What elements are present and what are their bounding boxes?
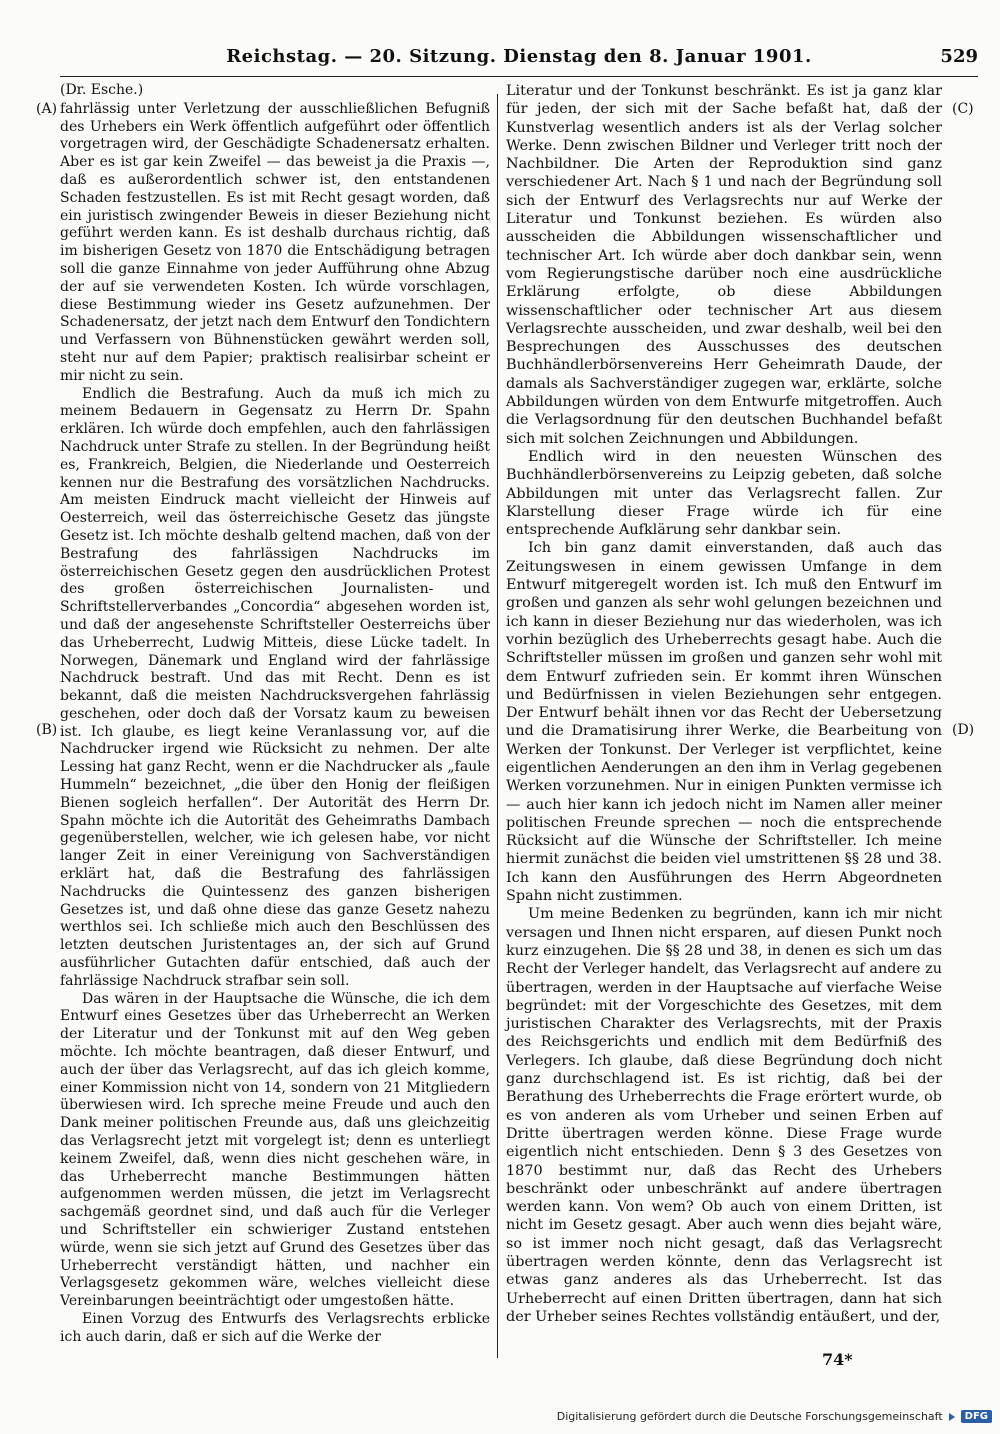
paragraph: Ich bin ganz damit einverstanden, daß auch das Zeitungswesen in einem gewissen Umfange in dem Entwurf mitgeregelt worden ist. Ich muß den Entwurf im großen und ganzen als sehr wohl gelungen bezeichnen und ich kann in dieser Beziehung nur das wiederholen, was ich vorhin bezüglich des Urheberrechts gesagt habe. Auch die Schriftsteller müssen im großen und ganzen sehr wohl mit dem Entwurf zufrieden sein. Er kommt ihren Wünschen und Bedürfnissen in vielen Beziehungen sehr entgegen. Der Entwurf behält ihnen vor das Recht der Uebersetzung und die Dramatisirung ihrer Werke, die Bearbeitung von Werken der Tonkunst. Der Verleger ist verpflichtet, keine eigentlichen Aenderungen an den ihm in Verlag gegebenen Werken vorzunehmen. Nur in einigen Punkten vermisse ich — auch hier kann ich jedoch nicht im Namen aller meiner politischen Freunde sprechen — noch die entsprechende Rücksicht auf die Wünsche der Schriftsteller. Ich meine hiermit zunächst die beiden viel umstrittenen §§ 28 und 38. Ich kann den Ausführungen des Herrn Abgeordneten Spahn nicht zustimmen. — [506, 540, 942, 905]
paragraph: fahrlässig unter Verletzung der ausschließlichen Befugniß des Urhebers ein Werk öffentlich aufgeführt oder öffentlich vorgetragen wird, der Geschädigte Schadenersatz erhalten. Aber es ist gar kein Zweifel — das beweist ja die Praxis —, daß es außerordentlich schwer ist, den entstandenen Schaden festzustellen. Es ist mit Recht gesagt worden, daß ein juristisch zwingender Beweis in dieser Beziehung nicht geführt werden kann. Es ist deshalb durchaus richtig, daß im bisherigen Gesetz von 1870 die Entschädigung betragen soll die ganze Einnahme von jeder Aufführung ohne Abzug der auf sie verwendeten Kosten. Ich würde vorschlagen, diese Bestimmung wieder ins Gesetz aufzunehmen. Der Schadenersatz, der jetzt nach dem Entwurf den Tondichtern und Verfassern von Bühnenstücken gewährt werden soll, steht nur auf dem Papier; praktisch realisirbar scheint er mir nicht zu sein. — [60, 100, 490, 384]
page-title: Reichstag. — 20. Sitzung. Dienstag den 8. Januar 1901. — [226, 46, 812, 67]
margin-marker-d: (D) — [952, 722, 975, 738]
paragraph: Das wären in der Hauptsache die Wünsche, die ich dem Entwurf eines Gesetzes über das Urheberrecht an Werken der Literatur und der Tonkunst mit auf den Weg geben möchte. Ich möchte beantragen, daß dieser Entwurf, und auch der über das Verlagsrecht, auf das ich gleich komme, einer Kommission nicht von 14, sondern von 21 Mitgliedern überwiesen wird. Ich spreche meine Freude und auch den Dank meiner politischen Freunde aus, daß uns gleichzeitig das Verlagsrecht jetzt mit vorgelegt ist; denn es unterliegt keinem Zweifel, daß, wenn dies nicht geschehen wäre, in das Urheberrecht manche Bestimmungen hätten aufgenommen werden müssen, die jetzt im Verlagsrecht sachgemäß geordnet sind, und daß auch für die Verleger und Schriftsteller ein schwieriger Zustand entstehen würde, wenn sie sich jetzt auf Grund des Gesetzes über das Urheberrecht verständigt hätten, und nachher ein Verlagsgesetz gekommen wäre, welches vielleicht diese Vereinbarungen beeinträchtigt oder umgestoßen hätte. — [60, 990, 490, 1310]
dfg-logo-icon: DFG — [961, 1410, 992, 1423]
page-header — [60, 42, 978, 76]
header-rule — [60, 76, 978, 77]
margin-marker-b: (B) — [36, 722, 58, 738]
signature-mark: 74* — [822, 1350, 853, 1369]
margin-marker-c: (C) — [952, 101, 974, 117]
page-number: 529 — [940, 46, 978, 67]
left-column — [60, 82, 490, 1347]
paragraph: Um meine Bedenken zu begründen, kann ich mir nicht versagen und Ihnen nicht ersparen, auf diesen Punkt noch kurz einzugehen. Die §§ 28 und 38, in denen es sich um das Recht der Verleger handelt, das Verlagsrecht auf andere zu übertragen, werden in der Hauptsache auf vierfache Weise begründet: mit der Vorgeschichte des Gesetzes, mit dem juristischen Charakter des Verlagsrechts, mit der Praxis des Reichsgerichts und endlich mit dem Bedürfniß des Verlegers. Ich glaube, daß diese Begründung doch nicht ganz durchschlagend ist. Es ist richtig, daß bei der Berathung des Urheberrechts die Frage erörtert wurde, ob es von anderen als vom Urheber und seinen Erben auf Dritte übertragen werden könne. Diese Frage wurde eigentlich nicht entschieden. Denn § 3 des Gesetzes von 1870 bestimmt nur, daß das Recht des Urhebers beschränkt oder unbeschränkt auf andere übertragen werden kann. Von wem? Ob auch von einem Dritten, ist nicht im Gesetz gesagt. Aber auch wenn dies bejaht wäre, so ist immer noch nicht gesagt, daß das Verlagsrecht übertragen werden könnte, denn das Verlagsrecht ist etwas ganz anderes als das Urheberrecht. Ist das Urheberrecht auf einen Dritten übertragen, dann hat sich der Urheber seines Rechtes vollständig entäußert, und der, — [506, 906, 942, 1325]
margin-marker-a: (A) — [36, 101, 58, 117]
footer-text: Digitalisierung gefördert durch die Deutsche Forschungsgemeinschaft — [556, 1410, 943, 1423]
paragraph: Endlich die Bestrafung. Auch da muß ich mich zu meinem Bedauern in Gegensatz zu Herrn Dr. Spahn erklären. Ich würde doch empfehlen, auch den fahrlässigen Nachdruck unter Strafe zu stellen. In der Begründung heißt es, Frankreich, Belgien, die Niederlande und Oesterreich kennen nur die Bestrafung des vorsätzlichen Nachdrucks. Am meisten Eindruck macht vielleicht der Hinweis auf Oesterreich, weil das österreichische Gesetz das jüngste Gesetz ist. Ich möchte deshalb geltend machen, daß von der Bestrafung des fahrlässigen Nachdrucks im österreichischen Gesetz gegen den ausdrücklichen Protest des großen österreichischen Journalisten- und Schriftstellerverbandes „Concordia“ abgesehen worden ist, und daß der angesehenste Schriftsteller Oesterreichs über das Urheberrecht, Ludwig Mitteis, diese Lücke tadelt. In Norwegen, Dänemark und England wird der fahrlässige Nachdruck bestraft. Und das mit Recht. Denn es ist bekannt, daß die meisten Nachdrucksvergehen fahrlässig geschehen, oder doch daß der Vorsatz kaum zu beweisen ist. Ich glaube, es liegt keine Veranlassung vor, auf die Nachdrucker irgend wie Rücksicht zu nehmen. Der alte Lessing hat ganz Recht, wenn er die Nachdrucker als „faule Hummeln“ bezeichnet, „die über den Honig der fleißigen Bienen sogleich herfallen“. Der Autorität des Herrn Dr. Spahn möchte ich die Autorität des Geheimraths Dambach gegenüberstellen, welcher, wie ich gelesen habe, vor nicht langer Zeit in einer Vereinigung von Sachverständigen erklärt hat, daß die Bestrafung des fahrlässigen Nachdrucks die Quintessenz des ganzen bisherigen Gesetzes ist, und daß ohne diese das ganze Gesetz nahezu werthlos sei. Ich schließe mich auch den Beschlüssen des letzten deutschen Juristentages an, der sich auf Grund ausführlicher Gutachten dafür entschied, daß auch der fahrlässige Nachdruck strafbar sein soll. — [60, 385, 490, 989]
digitization-footer — [557, 1410, 992, 1423]
column-divider — [497, 94, 498, 1358]
speaker-label: (Dr. Esche.) — [60, 82, 144, 98]
paragraph: Literatur und der Tonkunst beschränkt. Es ist ja ganz klar für jeden, der sich mit der Sache befaßt hat, daß der Kunstverlag wesentlich anders ist als der Verlag solcher Werke. Denn zwischen Bildner und Verleger tritt noch der Nachbildner. Die Arten der Reproduktion sind ganz verschiedener Art. Nach § 1 und nach der Begründung soll sich der Entwurf des Verlagsrechts nur auf Werke der Literatur und Tonkunst beziehen. Es würden also ausscheiden die Abbildungen wissenschaftlicher und technischer Art. Ich würde aber doch dankbar sein, wenn vom Regierungstische darüber noch eine ausdrückliche Erklärung erfolgte, ob diese Abbildungen wissenschaftlicher oder technischer Art aus diesem Verlagsrechte ausscheiden, und zwar deshalb, weil bei den Besprechungen des Ausschusses des deutschen Buchhändlerbörsenvereins Herr Geheimrath Daude, der damals als Sachverständiger zugegen war, erklärte, solche Abbildungen würden von dem Entwurfe mitgetroffen. Auch die Verlagsordnung für den deutschen Buchhandel befaßt sich mit solchen Zeichnungen und Abbildungen. — [506, 83, 942, 447]
paragraph: Einen Vorzug des Entwurfs des Verlagsrechts erblicke ich auch darin, daß er sich auf die Werke der — [60, 1310, 490, 1345]
paragraph: Endlich wird in den neuesten Wünschen des Buchhändlerbörsenvereins zu Leipzig gebeten, daß solche Abbildungen mit unter das Verlagsrecht fallen. Zur Klarstellung dieser Frage würde ich für eine entsprechende Aufklärung sehr dankbar sein. — [506, 448, 942, 539]
right-column — [506, 82, 942, 1326]
arrow-icon — [949, 1413, 955, 1421]
